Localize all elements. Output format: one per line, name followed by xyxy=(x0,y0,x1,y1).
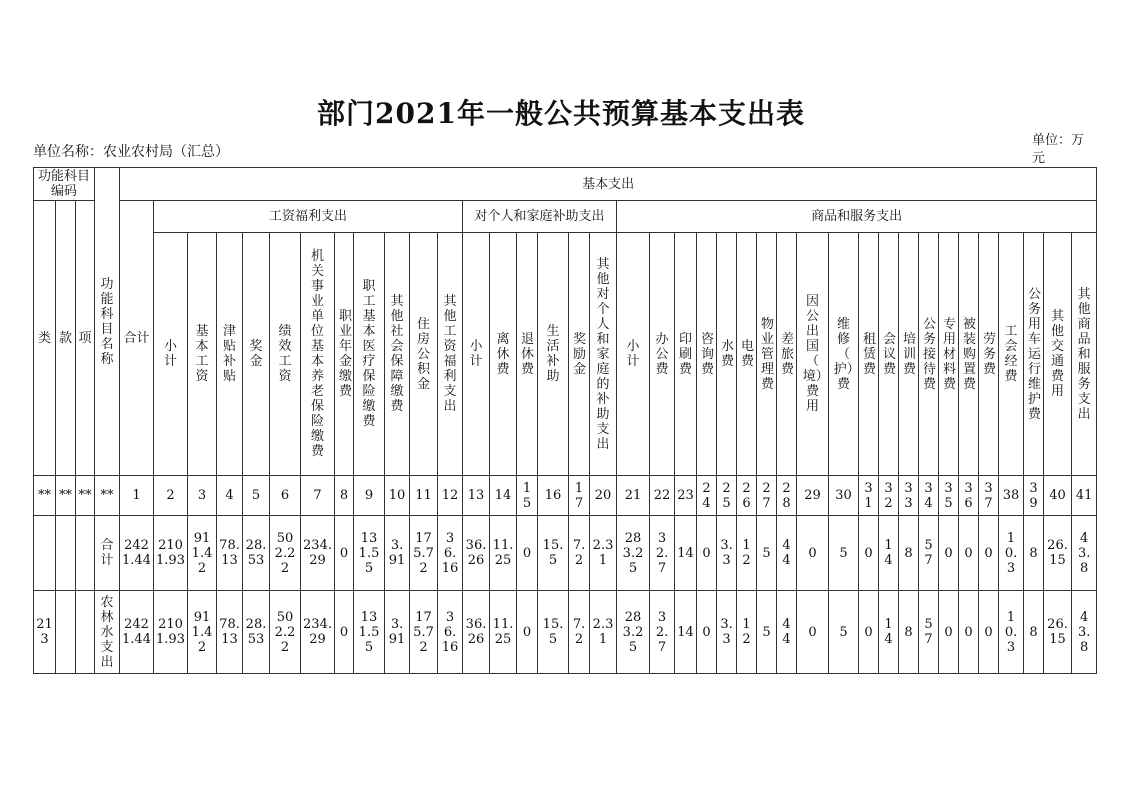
table-cell: 32.7 xyxy=(650,591,675,674)
index-cell: 6 xyxy=(270,476,301,516)
table-cell: 农林水支出 xyxy=(95,591,120,674)
table-cell: 14 xyxy=(879,591,899,674)
table-cell: 234.29 xyxy=(301,516,335,591)
table-cell: 2.31 xyxy=(590,516,617,591)
index-cell: 2 xyxy=(154,476,188,516)
header-column: 其他社会保障缴费 xyxy=(385,233,410,476)
table-cell: 57 xyxy=(919,591,939,674)
table-cell: 0 xyxy=(517,516,538,591)
header-basic-expenditure: 基本支出 xyxy=(120,168,1097,201)
header-column: 被装购置费 xyxy=(959,233,979,476)
table-cell: 12 xyxy=(737,591,757,674)
table-cell: 911.42 xyxy=(188,591,217,674)
header-column: 咨询费 xyxy=(697,233,717,476)
header-column: 退休费 xyxy=(517,233,538,476)
table-cell: 3.3 xyxy=(717,516,737,591)
header-column: 职业年金缴费 xyxy=(335,233,354,476)
index-cell: 5 xyxy=(243,476,270,516)
table-cell: 8 xyxy=(899,516,919,591)
header-column: 其他交通费用 xyxy=(1044,233,1072,476)
table-cell: 502.22 xyxy=(270,591,301,674)
header-column: 基本工资 xyxy=(188,233,217,476)
index-cell: 22 xyxy=(650,476,675,516)
index-cell: 3 xyxy=(188,476,217,516)
index-row xyxy=(34,476,1097,516)
table-cell: 3.91 xyxy=(385,516,410,591)
index-cell: 25 xyxy=(717,476,737,516)
header-group-1: 工资福利支出 xyxy=(154,201,463,233)
table-cell: 2101.93 xyxy=(154,591,188,674)
table-cell: 0 xyxy=(859,516,879,591)
table-cell: 14 xyxy=(675,516,697,591)
index-cell: 24 xyxy=(697,476,717,516)
header-column: 小计 xyxy=(154,233,188,476)
index-cell: 7 xyxy=(301,476,335,516)
table-cell xyxy=(34,516,56,591)
table-cell xyxy=(76,516,95,591)
table-cell: 11.25 xyxy=(490,591,517,674)
table-cell: 0 xyxy=(959,591,979,674)
index-cell: 10 xyxy=(385,476,410,516)
unit-label: 单位：万元 xyxy=(1032,133,1085,166)
index-cell: 40 xyxy=(1044,476,1072,516)
header-column: 培训费 xyxy=(899,233,919,476)
table-cell: 502.22 xyxy=(270,516,301,591)
header-column: 其他对个人和家庭的补助支出 xyxy=(590,233,617,476)
index-cell: ** xyxy=(76,476,95,516)
header-column: 其他工资福利支出 xyxy=(438,233,463,476)
table-cell: 0 xyxy=(797,591,829,674)
header-column: 职工基本医疗保险缴费 xyxy=(354,233,385,476)
table-cell: 0 xyxy=(939,591,959,674)
header-column: 工会经费 xyxy=(999,233,1024,476)
budget-table xyxy=(33,167,1097,674)
header-column: 绩效工资 xyxy=(270,233,301,476)
table-cell: 14 xyxy=(879,516,899,591)
index-cell: 23 xyxy=(675,476,697,516)
table-cell: 0 xyxy=(939,516,959,591)
index-cell: 39 xyxy=(1024,476,1044,516)
header-function-name: 功能科目名称 xyxy=(95,168,120,476)
table-cell: 0 xyxy=(979,591,999,674)
table-cell: 10.3 xyxy=(999,591,1024,674)
index-cell: 16 xyxy=(538,476,569,516)
header-column: 租赁费 xyxy=(859,233,879,476)
header-column: 离休费 xyxy=(490,233,517,476)
table-cell: 0 xyxy=(697,516,717,591)
header-column: 因公出国（境）费用 xyxy=(797,233,829,476)
index-cell: 35 xyxy=(939,476,959,516)
table-cell: 213 xyxy=(34,591,56,674)
table-cell: 3.3 xyxy=(717,591,737,674)
header-column: 物业管理费 xyxy=(757,233,777,476)
table-cell: 14 xyxy=(675,591,697,674)
unit-name: 单位名称：农业农村局（汇总） xyxy=(33,144,229,160)
table-cell: 78.13 xyxy=(217,591,243,674)
table-cell: 911.42 xyxy=(188,516,217,591)
index-cell: 30 xyxy=(829,476,859,516)
header-code-3: 项 xyxy=(76,201,95,476)
table-cell: 78.13 xyxy=(217,516,243,591)
header-column: 奖励金 xyxy=(569,233,590,476)
table-cell: 5 xyxy=(829,516,859,591)
header-column: 其他商品和服务支出 xyxy=(1072,233,1097,476)
table-cell: 0 xyxy=(335,516,354,591)
header-row xyxy=(34,233,1097,476)
table-cell: 36.26 xyxy=(463,516,490,591)
table-row xyxy=(34,591,1097,674)
table-cell xyxy=(76,591,95,674)
table-cell: 15.5 xyxy=(538,516,569,591)
table-cell: 2101.93 xyxy=(154,516,188,591)
table-cell: 合计 xyxy=(95,516,120,591)
table-cell: 2.31 xyxy=(590,591,617,674)
table-cell xyxy=(56,591,76,674)
header-column: 印刷费 xyxy=(675,233,697,476)
header-column: 生活补助 xyxy=(538,233,569,476)
index-cell: 14 xyxy=(490,476,517,516)
index-cell: 21 xyxy=(617,476,650,516)
header-column: 机关事业单位基本养老保险缴费 xyxy=(301,233,335,476)
table-cell: 0 xyxy=(979,516,999,591)
index-cell: ** xyxy=(34,476,56,516)
table-cell: 36.16 xyxy=(438,591,463,674)
table-cell: 8 xyxy=(1024,591,1044,674)
header-code-1: 类 xyxy=(34,201,56,476)
table-cell: 5 xyxy=(757,591,777,674)
table-cell: 36.16 xyxy=(438,516,463,591)
table-cell: 175.72 xyxy=(410,516,438,591)
header-column: 小计 xyxy=(617,233,650,476)
table-cell: 2421.44 xyxy=(120,591,154,674)
table-cell: 5 xyxy=(829,591,859,674)
table-cell: 0 xyxy=(959,516,979,591)
table-cell: 26.15 xyxy=(1044,516,1072,591)
table-cell: 44 xyxy=(777,516,797,591)
header-column: 住房公积金 xyxy=(410,233,438,476)
table-cell: 57 xyxy=(919,516,939,591)
header-column: 公务接待费 xyxy=(919,233,939,476)
header-column: 小计 xyxy=(463,233,490,476)
index-cell: 32 xyxy=(879,476,899,516)
table-cell: 5 xyxy=(757,516,777,591)
header-group-2: 对个人和家庭补助支出 xyxy=(463,201,617,233)
header-column: 差旅费 xyxy=(777,233,797,476)
header-column: 奖金 xyxy=(243,233,270,476)
index-cell: 11 xyxy=(410,476,438,516)
table-cell: 3.91 xyxy=(385,591,410,674)
index-cell: 38 xyxy=(999,476,1024,516)
table-cell: 43.8 xyxy=(1072,591,1097,674)
table-cell: 8 xyxy=(899,591,919,674)
header-column: 办公费 xyxy=(650,233,675,476)
table-cell: 283.25 xyxy=(617,591,650,674)
table-cell: 26.15 xyxy=(1044,591,1072,674)
index-cell: 28 xyxy=(777,476,797,516)
index-cell: 33 xyxy=(899,476,919,516)
index-cell: 15 xyxy=(517,476,538,516)
index-cell: 36 xyxy=(959,476,979,516)
table-cell: 131.55 xyxy=(354,591,385,674)
header-column: 水费 xyxy=(717,233,737,476)
table-cell: 0 xyxy=(697,591,717,674)
table-cell: 8 xyxy=(1024,516,1044,591)
index-cell: ** xyxy=(95,476,120,516)
header-column: 公务用车运行维护费 xyxy=(1024,233,1044,476)
index-cell: 26 xyxy=(737,476,757,516)
table-cell xyxy=(56,516,76,591)
table-cell: 283.25 xyxy=(617,516,650,591)
table-cell: 32.7 xyxy=(650,516,675,591)
index-cell: 31 xyxy=(859,476,879,516)
index-cell: 12 xyxy=(438,476,463,516)
index-cell: 41 xyxy=(1072,476,1097,516)
index-cell: 9 xyxy=(354,476,385,516)
index-cell: 34 xyxy=(919,476,939,516)
index-cell: 13 xyxy=(463,476,490,516)
header-row xyxy=(34,201,1097,233)
index-cell: 8 xyxy=(335,476,354,516)
table-cell: 7.2 xyxy=(569,516,590,591)
header-column: 专用材料费 xyxy=(939,233,959,476)
header-row xyxy=(34,168,1097,201)
header-column: 劳务费 xyxy=(979,233,999,476)
table-cell: 12 xyxy=(737,516,757,591)
index-cell: 17 xyxy=(569,476,590,516)
table-cell: 234.29 xyxy=(301,591,335,674)
header-code-2: 款 xyxy=(56,201,76,476)
index-cell: 20 xyxy=(590,476,617,516)
page-title: 部门2021年一般公共预算基本支出表 xyxy=(317,97,805,130)
header-column: 维修（护）费 xyxy=(829,233,859,476)
table-cell: 0 xyxy=(517,591,538,674)
header-group-3: 商品和服务支出 xyxy=(617,201,1097,233)
index-cell: 1 xyxy=(120,476,154,516)
table-cell: 0 xyxy=(335,591,354,674)
header-total: 合计 xyxy=(120,201,154,476)
table-cell: 0 xyxy=(859,591,879,674)
table-cell: 28.53 xyxy=(243,591,270,674)
table-cell: 44 xyxy=(777,591,797,674)
index-cell: 4 xyxy=(217,476,243,516)
table-row xyxy=(34,516,1097,591)
index-cell: 37 xyxy=(979,476,999,516)
header-column: 会议费 xyxy=(879,233,899,476)
index-cell: 27 xyxy=(757,476,777,516)
table-cell: 7.2 xyxy=(569,591,590,674)
header-column: 电费 xyxy=(737,233,757,476)
table-cell: 10.3 xyxy=(999,516,1024,591)
table-cell: 0 xyxy=(797,516,829,591)
table-cell: 15.5 xyxy=(538,591,569,674)
table-cell: 175.72 xyxy=(410,591,438,674)
index-cell: ** xyxy=(56,476,76,516)
table-cell: 2421.44 xyxy=(120,516,154,591)
index-cell: 29 xyxy=(797,476,829,516)
table-cell: 28.53 xyxy=(243,516,270,591)
table-cell: 43.8 xyxy=(1072,516,1097,591)
table-cell: 11.25 xyxy=(490,516,517,591)
header-code-group: 功能科目编码 xyxy=(34,168,95,201)
table-cell: 36.26 xyxy=(463,591,490,674)
table-cell: 131.55 xyxy=(354,516,385,591)
header-column: 津贴补贴 xyxy=(217,233,243,476)
